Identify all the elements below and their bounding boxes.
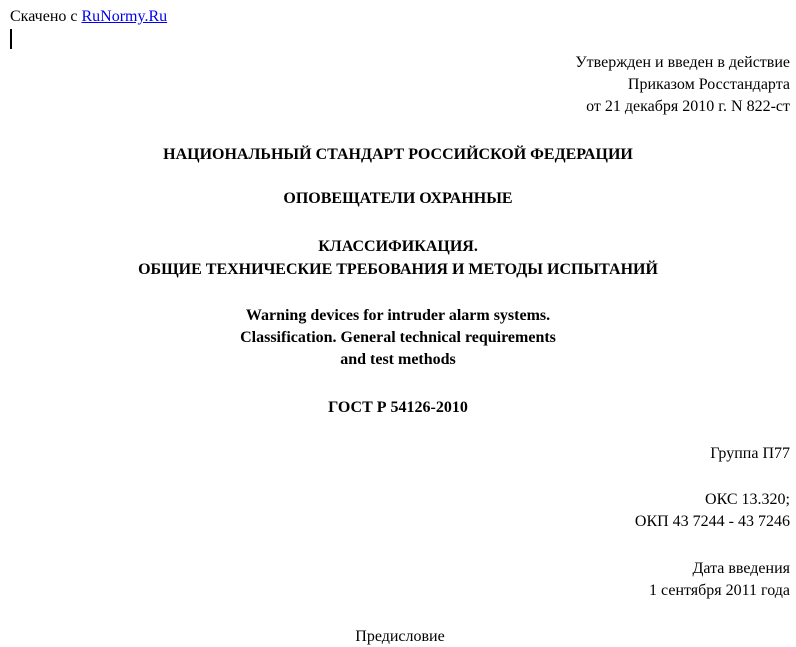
group-code: Группа П77 — [710, 445, 790, 462]
date-value: 1 сентября 2011 года — [649, 582, 790, 599]
approval-line: от 21 декабря 2010 г. N 822-ст — [586, 98, 790, 115]
code-line: ОКС 13.320; — [705, 491, 790, 508]
product-title: ОПОВЕЩАТЕЛИ ОХРАННЫЕ — [283, 190, 513, 207]
english-title-line: Classification. General technical requirements — [240, 329, 556, 346]
source-line — [10, 7, 167, 27]
approval-line: Утвержден и введен в действие — [575, 54, 790, 71]
classification-line: КЛАССИФИКАЦИЯ. — [318, 238, 478, 255]
english-title — [0, 305, 796, 371]
text-cursor — [10, 29, 12, 49]
foreword-heading: Предисловие — [355, 628, 445, 645]
source-prefix: Скачено с — [10, 8, 78, 25]
classification-title — [0, 235, 796, 281]
english-title-line: and test methods — [340, 351, 456, 368]
date-label: Дата введения — [692, 560, 790, 577]
introduction-date — [649, 558, 790, 602]
source-link[interactable]: RuNormy.Ru — [81, 8, 168, 25]
english-title-line: Warning devices for intruder alarm systems. — [245, 307, 551, 324]
classification-codes — [635, 489, 790, 533]
approval-line: Приказом Росстандарта — [627, 76, 790, 93]
gost-number: ГОСТ Р 54126-2010 — [328, 399, 468, 416]
standard-title: НАЦИОНАЛЬНЫЙ СТАНДАРТ РОССИЙСКОЙ ФЕДЕРАЦИИ — [163, 146, 633, 163]
code-line: ОКП 43 7244 - 43 7246 — [634, 513, 790, 530]
approval-block — [575, 52, 790, 118]
classification-line: ОБЩИЕ ТЕХНИЧЕСКИЕ ТРЕБОВАНИЯ И МЕТОДЫ ИСПЫТАНИЙ — [138, 261, 658, 278]
